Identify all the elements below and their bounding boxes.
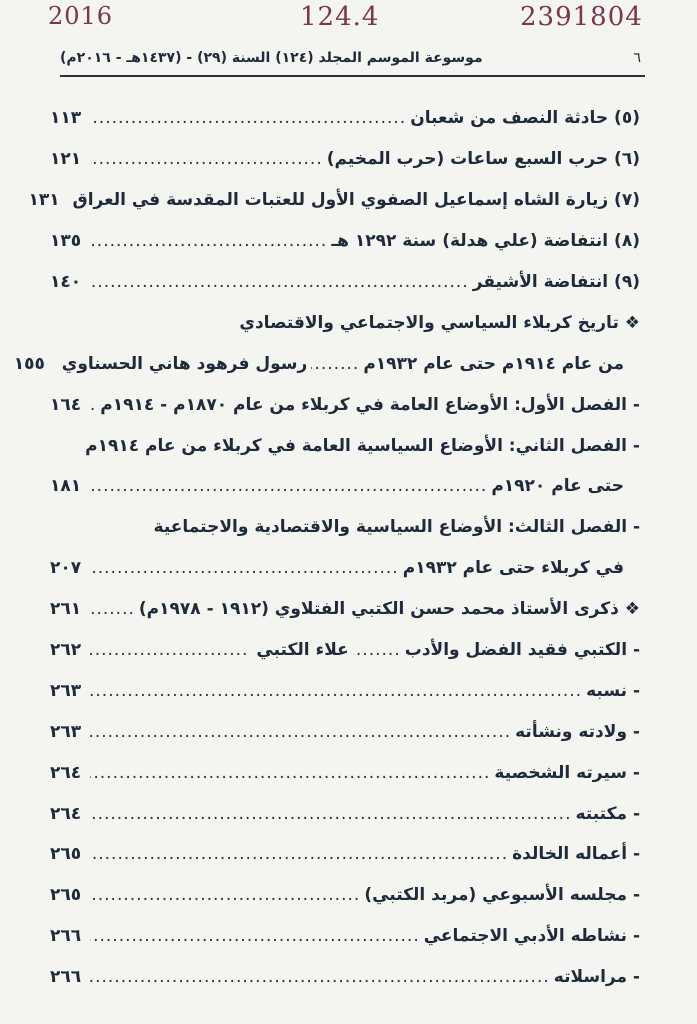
dot-leader (90, 395, 96, 415)
toc-entry-title: - نسبه (586, 680, 640, 701)
toc-entry-page: ٢٦٦ (50, 967, 82, 988)
toc-entry-page: ١٣١ (28, 190, 60, 211)
toc-entry (50, 548, 640, 589)
dot-leader (353, 640, 401, 660)
toc-entry-page: ٢٠٧ (50, 558, 82, 579)
toc-entry-page: ١٦٤ (50, 394, 82, 415)
toc-entry (50, 875, 640, 916)
toc-entry-title: - سيرته الشخصية (494, 762, 640, 783)
toc-entry-title: (٦) حرب السبع ساعات (حرب المخيم) (326, 149, 640, 170)
toc-entry-author: علاء الكتبي (256, 640, 349, 661)
handwritten-year: 2016 (48, 2, 114, 30)
toc-entry (50, 630, 640, 671)
dot-leader (90, 272, 469, 292)
journal-title: موسوعة الموسم المجلد (١٢٤) السنة (٢٩) - (١٤٣٧هـ - ٢٠١٦م) (60, 50, 483, 66)
toc-entry-page: ١٥٥ (13, 353, 45, 374)
toc-entry-title: ❖ تاريخ كربلاء السياسي والاجتماعي والاقتصادي (239, 312, 640, 333)
toc-entry-title: - نشاطه الأدبي الاجتماعي (423, 926, 640, 947)
toc-entry (50, 139, 640, 180)
toc-entry (50, 589, 640, 630)
toc-entry-page: ٢٦٣ (50, 721, 82, 742)
toc-entry-page: ٢٦٤ (50, 762, 82, 783)
handwritten-number: 124.4 (300, 2, 380, 32)
toc-entry (50, 793, 640, 834)
toc-entry-page: ٢٦٢ (50, 640, 82, 661)
toc-entry-page: ١١٣ (50, 108, 82, 129)
dot-leader (90, 558, 399, 578)
toc-entry-page: ٢٦١ (50, 599, 82, 620)
toc-entry-title: - الفصل الثالث: الأوضاع السياسية والاقتصادية والاجتماعية (153, 517, 640, 538)
toc-entry (50, 752, 640, 793)
toc-entry-author: رسول فرهود هاني الحسناوي (61, 353, 308, 374)
toc-entry-title: - الفصل الأول: الأوضاع العامة في كربلاء من عام ١٨٧٠م - ١٩١٤م (100, 394, 640, 415)
toc-entry (28, 180, 640, 221)
toc-entry (50, 957, 640, 998)
toc-entry-page: ١٤٠ (50, 272, 82, 292)
toc-entry (50, 221, 640, 262)
table-of-contents (13, 98, 640, 998)
toc-entry-title: - الكتبي فقيد الفضل والأدب (404, 640, 640, 661)
toc-entry-page: ١٢١ (50, 149, 82, 170)
toc-entry-title: (٨) انتفاضة (علي هدلة) سنة ١٢٩٢ هـ (331, 231, 640, 252)
dot-leader (90, 108, 406, 128)
toc-entry (50, 262, 640, 303)
toc-entry-title: - مكتبته (575, 803, 640, 824)
dot-leader (90, 722, 511, 742)
toc-entry-title: (٧) زيارة الشاه إسماعيل الصفوي الأول للعتبات المقدسة في العراق (72, 190, 640, 211)
toc-entry-page: ١٨١ (50, 476, 82, 497)
toc-entry-page: ٢٦٣ (50, 680, 82, 701)
toc-entry-page: ٢٦٦ (50, 926, 82, 947)
toc-entry (13, 343, 640, 384)
toc-entry (50, 302, 640, 343)
toc-entry (50, 507, 640, 548)
toc-entry-page: ٢٦٤ (50, 803, 82, 824)
running-header (60, 50, 645, 72)
toc-entry-title: حتى عام ١٩٢٠م (491, 476, 624, 497)
toc-entry (50, 916, 640, 957)
dot-leader (90, 476, 487, 496)
handwritten-code: 2391804 (520, 2, 643, 32)
dot-leader (90, 640, 248, 660)
toc-entry-title: - ولادته ونشأته (515, 721, 640, 742)
toc-entry-title: من عام ١٩١٤م حتى عام ١٩٣٢م (363, 353, 624, 374)
toc-entry-page: ٢٦٥ (50, 844, 82, 865)
toc-entry (50, 384, 640, 425)
dot-leader (90, 885, 360, 905)
toc-entry-title: - أعماله الخالدة (512, 844, 640, 865)
dot-leader (90, 149, 323, 169)
dot-leader (90, 231, 327, 251)
header-rule (60, 75, 645, 77)
toc-entry-title: - الفصل الثاني: الأوضاع السياسية العامة في كربلاء من عام ١٩١٤م (85, 435, 640, 456)
dot-leader (311, 354, 359, 374)
page-number: ٦ (633, 50, 641, 66)
toc-entry (50, 711, 640, 752)
toc-entry (50, 834, 640, 875)
toc-entry-title: ❖ ذكرى الأستاذ محمد حسن الكتبي الفتلاوي (١٩١٢ - ١٩٧٨م) (138, 599, 640, 620)
toc-entry-title: (٥) حادثة النصف من شعبان (410, 108, 640, 129)
toc-entry-page: ٢٦٥ (50, 885, 82, 906)
dot-leader (90, 967, 550, 987)
toc-entry-title: (٩) انتفاضة الأشيقر (472, 272, 640, 292)
toc-entry-title: - مجلسه الأسبوعي (مربد الكتبي) (364, 885, 640, 906)
toc-entry (50, 466, 640, 507)
toc-entry-title: - مراسلاته (553, 967, 640, 988)
toc-entry-title: في كربلاء حتى عام ١٩٣٢م (402, 558, 624, 579)
toc-entry (50, 98, 640, 139)
dot-leader (90, 599, 135, 619)
dot-leader (90, 763, 490, 783)
dot-leader (90, 681, 582, 701)
toc-entry (50, 425, 640, 466)
dot-leader (90, 804, 571, 824)
dot-leader (90, 926, 420, 946)
toc-entry (50, 670, 640, 711)
toc-entry-page: ١٣٥ (50, 231, 82, 252)
dot-leader (90, 844, 508, 864)
